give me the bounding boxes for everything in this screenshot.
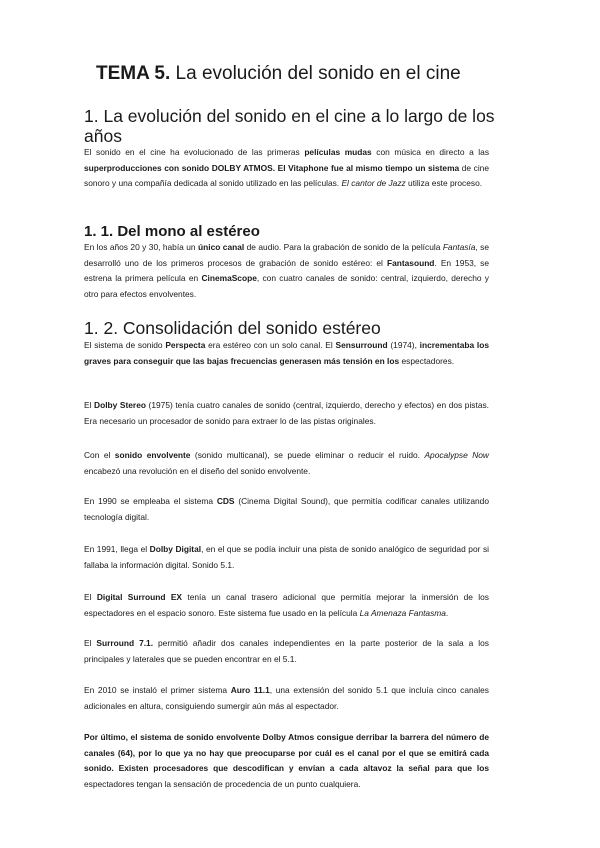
title-text: La evolución del sonido en el cine: [170, 63, 461, 84]
section-1-2-paragraph-4: En 1990 se empleaba el sistema CDS (Cinema Digital Sound), que permitía codificar canales utilizando tecnología digital.: [84, 496, 489, 522]
section-1-1-paragraph: En los años 20 y 30, había un único canal de audio. Para la grabación de sonido de la película Fantasía, se desarrolló uno de los primeros procesos de grabación de sonido estéreo: el Fantasound. En 1953, se estrena la primera película en CinemaScope, con cuatro canales de sonido: central, izquierdo, derecho y otro para efectos envolventes.: [84, 242, 490, 299]
section-1-2-paragraph-8: En 2010 se instaló el primer sistema Auro 11.1, una extensión del sonido 5.1 que incluía cinco canales adicionales en altura, consiguiendo sumergir aún más al espectador.: [84, 685, 489, 711]
section-1-2-paragraph-2: El Dolby Stereo (1975) tenía cuatro canales de sonido (central, izquierdo, derecho y efectos) en dos pistas. Era necesario un procesador de sonido para extraer lo de las pistas originales.: [84, 400, 489, 426]
section-1-2-paragraph-7: El Surround 7.1. permitió añadir dos canales independientes en la parte posterior de la sala a los principales y laterales que se pueden encontrar en el 5.1.: [84, 638, 489, 664]
section-1-2-paragraph-3: Con el sonido envolvente (sonido multicanal), se puede eliminar o reducir el ruido. Apocalypse Now encabezó una revolución en el diseño del sonido envolvente.: [84, 450, 489, 476]
section-1-2-paragraph-1: El sistema de sonido Perspecta era estéreo con un solo canal. El Sensurround (1974), incrementaba los graves para conseguir que las bajas frecuencias generasen más tensión en los espectadores.: [84, 340, 489, 366]
section-1-paragraph: El sonido en el cine ha evolucionado de las primeras películas mudas con música en directo a las superproducciones con sonido DOLBY ATMOS. El Vitaphone fue al mismo tiempo un sistema de cine sonoro y una compañía dedicada al sonido utilizado en las películas. El cantor de Jazz utiliza este proceso.: [84, 147, 490, 189]
section-1-2-paragraph-9: Por último, el sistema de sonido envolvente Dolby Atmos consigue derribar la barrera del número de canales (64), por lo que ya no hay que preocuparse por cuál es el canal por el que se emitirá cada sonido. Existen procesadores que descodifican y envían a cada altavoz la señal para que los espectadores tengan la sensación de procedencia de un punto cualquiera.: [84, 732, 489, 789]
section-1-2-heading: 1. 2. Consolidación del sonido estéreo: [84, 318, 381, 338]
section-1-2-paragraph-5: En 1991, llega el Dolby Digital, en el que se podía incluir una pista de sonido analógico de seguridad por si fallaba la información digital. Sonido 5.1.: [84, 544, 490, 570]
section-1-heading: 1. La evolución del sonido en el cine a lo largo de los años: [84, 106, 495, 146]
section-1-1-heading: 1. 1. Del mono al estéreo: [84, 223, 260, 240]
document-title: [96, 63, 461, 85]
section-1-2-paragraph-6: El Digital Surround EX tenía un canal trasero adicional que permitía mejorar la inmersión de los espectadores en el espacio sonoro. Este sistema fue usado en la película La Amenaza Fantasma.: [84, 592, 489, 618]
title-number: TEMA 5.: [96, 63, 171, 84]
